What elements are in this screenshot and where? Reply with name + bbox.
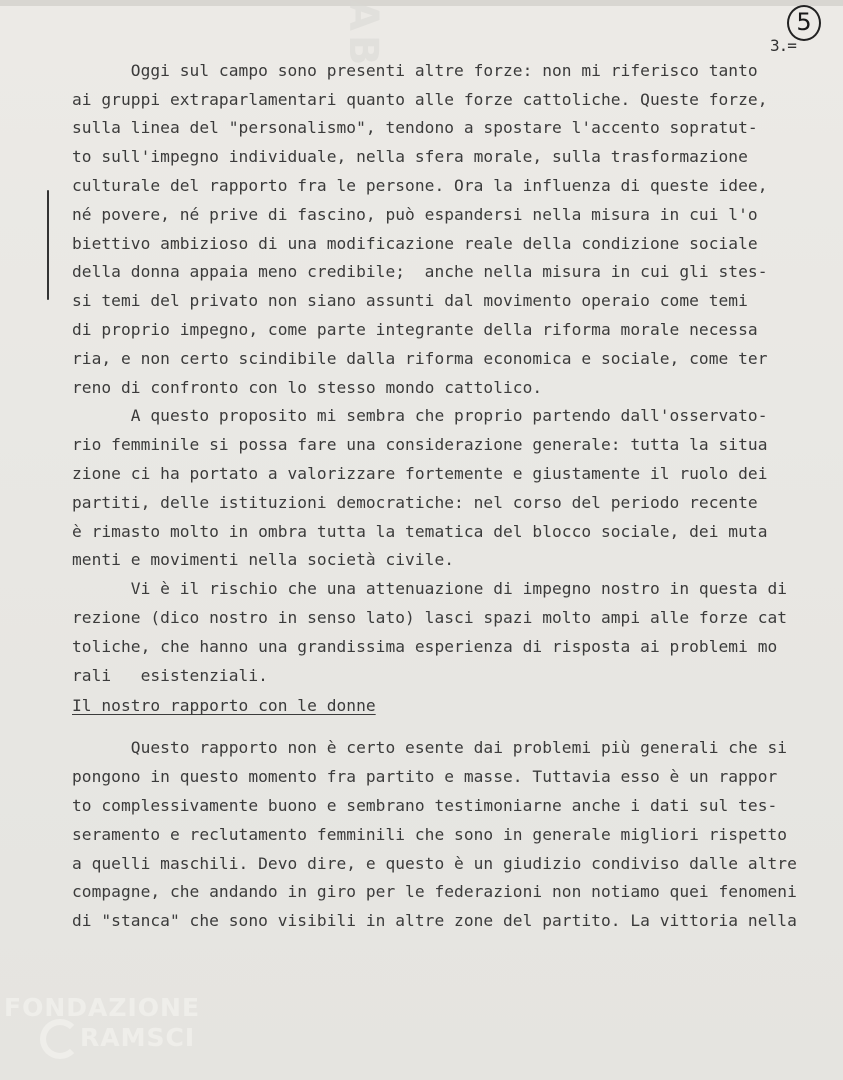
watermark-g-glyph	[40, 1019, 80, 1059]
page-marker-typed: 3.=	[770, 36, 796, 55]
text-line: reno di confronto con lo stesso mondo cattolico.	[72, 378, 543, 397]
text-line: ria, e non certo scindibile dalla riforma economica e sociale, come ter	[72, 349, 768, 368]
text-line: rali esistenziali.	[72, 666, 268, 685]
text-line: zione ci ha portato a valorizzare fortemente e giustamente il ruolo dei	[72, 464, 768, 483]
text-line: A questo proposito mi sembra che proprio partendo dall'osservato-	[72, 406, 768, 425]
text-line: Questo rapporto non è certo esente dai problemi più generali che si	[72, 738, 788, 757]
text-line: rio femminile si possa fare una considerazione generale: tutta la situa	[72, 435, 768, 454]
text-line: né povere, né prive di fascino, può espandersi nella misura in cui l'o	[72, 205, 758, 224]
text-line: Oggi sul campo sono presenti altre forze: non mi riferisco tanto	[72, 61, 758, 80]
text-line: si temi del privato non siano assunti dal movimento operaio come temi	[72, 291, 748, 310]
text-line: menti e movimenti nella società civile.	[72, 550, 455, 569]
text-line: ai gruppi extraparlamentari quanto alle forze cattoliche. Queste forze,	[72, 90, 768, 109]
page-top-edge	[0, 0, 843, 6]
text-line: sulla linea del "personalismo", tendono a spostare l'accento sopratut-	[72, 118, 758, 137]
text-line: biettivo ambizioso di una modificazione reale della condizione sociale	[72, 234, 758, 253]
watermark-logo-line2: RAMSCI	[80, 1023, 196, 1052]
watermark-top: AB	[340, 0, 386, 70]
text-line: compagne, che andando in giro per le federazioni non notiamo quei fenomeni	[72, 882, 797, 901]
text-line: è rimasto molto in ombra tutta la tematica del blocco sociale, dei muta	[72, 522, 768, 541]
text-line: rezione (dico nostro in senso lato) lasci spazi molto ampi alle forze cat	[72, 608, 788, 627]
text-line: toliche, che hanno una grandissima esperienza di risposta ai problemi mo	[72, 637, 778, 656]
text-line: culturale del rapporto fra le persone. Ora la influenza di queste idee,	[72, 176, 768, 195]
section-heading: Il nostro rapporto con le donne	[72, 696, 376, 715]
text-line: della donna appaia meno credibile; anche nella misura in cui gli stes-	[72, 262, 768, 281]
watermark-logo-line1: FONDAZIONE	[4, 993, 201, 1022]
text-line: di "stanca" che sono visibili in altre zone del partito. La vittoria nella	[72, 911, 797, 930]
page-number-handwritten: 5	[787, 5, 821, 41]
text-line: partiti, delle istituzioni democratiche: nel corso del periodo recente	[72, 493, 758, 512]
text-line: pongono in questo momento fra partito e masse. Tuttavia esso è un rappor	[72, 767, 778, 786]
text-line: Vi è il rischio che una attenuazione di impegno nostro in questa di	[72, 579, 788, 598]
text-line: to complessivamente buono e sembrano testimoniarne anche i dati sul tes-	[72, 796, 778, 815]
text-line: di proprio impegno, come parte integrante della riforma morale necessa	[72, 320, 758, 339]
text-line: seramento e reclutamento femminili che sono in generale migliori rispetto	[72, 825, 788, 844]
text-line: to sull'impegno individuale, nella sfera morale, sulla trasformazione	[72, 147, 748, 166]
text-line: a quelli maschili. Devo dire, e questo è un giudizio condiviso dalle altre	[72, 854, 797, 873]
fondazione-gramsci-watermark	[0, 985, 215, 1080]
margin-mark	[47, 190, 49, 300]
